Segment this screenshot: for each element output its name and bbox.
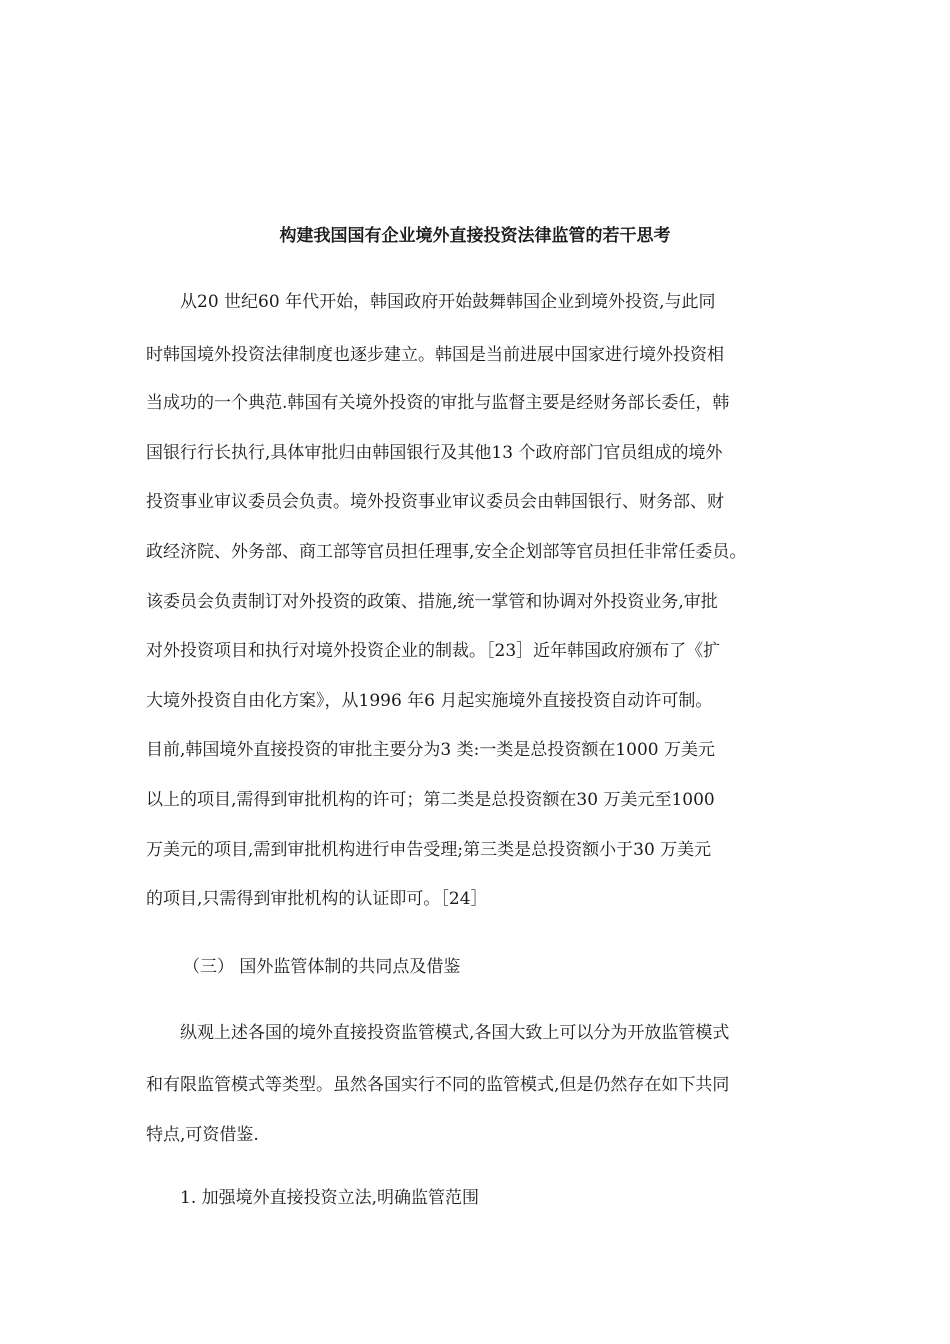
paragraph-1-line: 该委员会负责制订对外投资的政策、措施,统一掌管和协调对外投资业务,审批 [146, 592, 718, 612]
paragraph-1-line: 从20 世纪60 年代开始，韩国政府开始鼓舞韩国企业到境外投资,与此同 [180, 292, 716, 312]
paragraph-1-line: 对外投资项目和执行对境外投资企业的制裁。［23］近年韩国政府颁布了《扩 [146, 641, 721, 661]
paragraph-2-line: 特点,可资借鉴. [146, 1125, 259, 1145]
numbered-item-heading: 1. 加强境外直接投资立法,明确监管范围 [180, 1188, 480, 1208]
paragraph-2-line: 和有限监管模式等类型。虽然各国实行不同的监管模式,但是仍然存在如下共同 [146, 1075, 730, 1095]
paragraph-2-line: 纵观上述各国的境外直接投资监管模式,各国大致上可以分为开放监管模式 [180, 1023, 730, 1043]
document-title: 构建我国国有企业境外直接投资法律监管的若干思考 [279, 226, 671, 246]
paragraph-1-line: 国银行行长执行,具体审批归由韩国银行及其他13 个政府部门官员组成的境外 [146, 443, 723, 463]
paragraph-1-line: 目前,韩国境外直接投资的审批主要分为3 类:一类是总投资额在1000 万美元 [146, 740, 716, 760]
paragraph-1-line: 的项目,只需得到审批机构的认证即可。［24］ [146, 889, 488, 909]
paragraph-1-line: 时韩国境外投资法律制度也逐步建立。韩国是当前进展中国家进行境外投资相 [146, 345, 724, 365]
paragraph-1-line: 大境外投资自由化方案》，从1996 年6 月起实施境外直接投资自动许可制。 [146, 691, 713, 711]
paragraph-1-line: 当成功的一个典范.韩国有关境外投资的审批与监督主要是经财务部长委任，韩 [146, 393, 730, 413]
section-heading: （三） 国外监管体制的共同点及借鉴 [183, 957, 461, 977]
paragraph-1-line: 以上的项目,需得到审批机构的许可；第二类是总投资额在30 万美元至1000 [146, 790, 715, 810]
paragraph-1-line: 投资事业审议委员会负责。境外投资事业审议委员会由韩国银行、财务部、财 [146, 492, 724, 512]
paragraph-1-line: 万美元的项目,需到审批机构进行申告受理;第三类是总投资额小于30 万美元 [146, 840, 712, 860]
paragraph-1-line: 政经济院、外务部、商工部等官员担任理事,安全企划部等官员担任非常任委员。 [146, 542, 747, 562]
